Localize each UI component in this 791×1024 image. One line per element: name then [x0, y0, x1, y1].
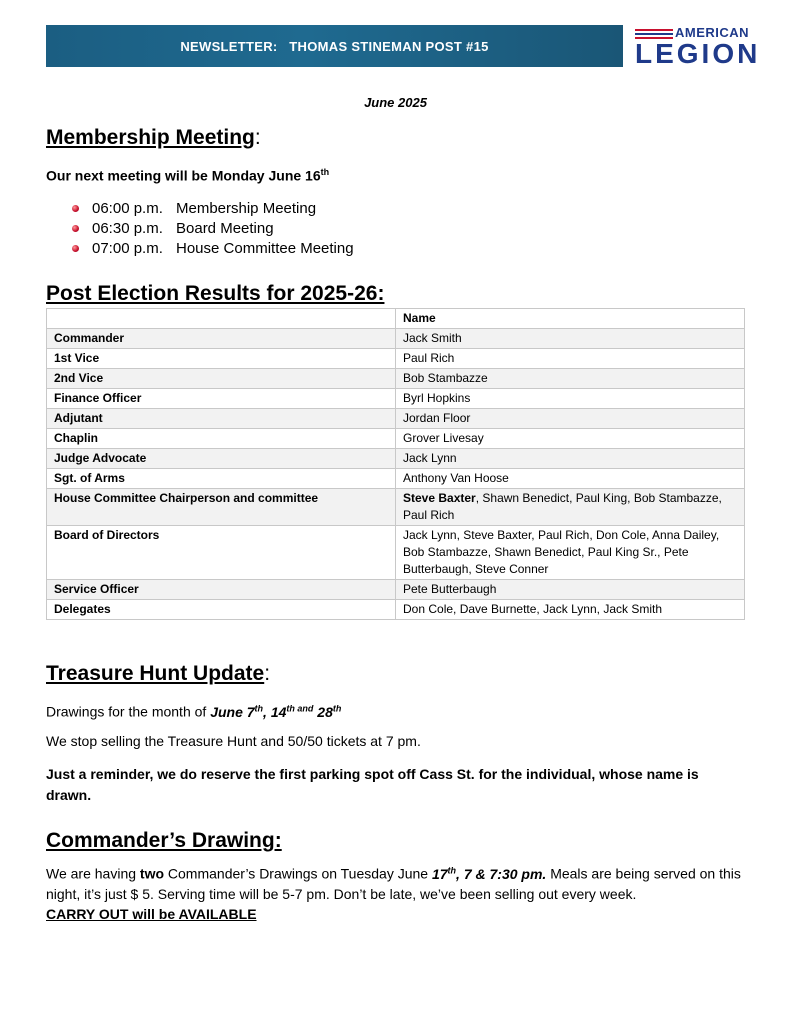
election-heading: Post Election Results for 2025-26:: [46, 282, 385, 305]
american-legion-logo: [633, 25, 771, 69]
commander-drawing-text: We are having two Commander’s Drawings on Tuesday June 17th, 7 & 7:30 pm. Meals are being served on this night, it’s just $ 5. Serving time will be 5-7 pm. Don’t be late, we’ve been selling out every week. CARRY OUT will be AVAILABLE: [46, 865, 741, 922]
table-row: Board of Directors Jack Lynn, Steve Baxter, Paul Rich, Don Cole, Anna Dailey, Bob Stambazze, Shawn Benedict, Paul King Sr., Pete Butterbaugh, Steve Conner: [47, 526, 745, 580]
logo-top-text: AMERICAN: [675, 25, 750, 40]
table-row: Sgt. of Arms Anthony Van Hoose: [47, 469, 745, 489]
table-row: Adjutant Jordan Floor: [47, 409, 745, 429]
issue-date: June 2025: [364, 95, 427, 110]
bullet-icon: [72, 205, 79, 212]
banner-post-name: THOMAS STINEMAN POST #15: [289, 38, 489, 54]
name-column-header: Name: [396, 309, 745, 329]
list-item: 06:00 p.m. Membership Meeting: [72, 198, 354, 218]
table-row: Delegates Don Cole, Dave Burnette, Jack Lynn, Jack Smith: [47, 600, 745, 620]
newsletter-banner: [46, 25, 623, 67]
membership-heading: Membership Meeting:: [46, 126, 261, 149]
table-row: 2nd Vice Bob Stambazze: [47, 369, 745, 389]
election-results-table: [46, 308, 745, 620]
table-header-row: [47, 309, 745, 329]
ticket-cutoff-text: We stop selling the Treasure Hunt and 50/50 tickets at 7 pm.: [46, 733, 421, 749]
banner-label: NEWSLETTER:: [180, 38, 278, 54]
commander-heading: Commander’s Drawing:: [46, 829, 282, 852]
carry-out-notice: CARRY OUT will be AVAILABLE: [46, 905, 257, 922]
table-row: 1st Vice Paul Rich: [47, 349, 745, 369]
table-row: Service Officer Pete Butterbaugh: [47, 580, 745, 600]
list-item: 07:00 p.m. House Committee Meeting: [72, 238, 354, 258]
table-row: Chaplin Grover Livesay: [47, 429, 745, 449]
drawing-dates: Drawings for the month of June 7th, $14^{th and}$ 28th: [46, 703, 342, 720]
list-item: 06:30 p.m. Board Meeting: [72, 218, 354, 238]
logo-bottom-text: LEGION: [635, 38, 761, 69]
bullet-icon: [72, 225, 79, 232]
table-row: Judge Advocate Jack Lynn: [47, 449, 745, 469]
bullet-icon: [72, 245, 79, 252]
table-row: Finance Officer Byrl Hopkins: [47, 389, 745, 409]
table-row: Commander Jack Smith: [47, 329, 745, 349]
table-row: House Committee Chairperson and committee Steve Baxter, Shawn Benedict, Paul King, Bob Stambazze, Paul Rich: [47, 489, 745, 526]
parking-reminder: Just a reminder, we do reserve the first parking spot off Cass St. for the individual, whose name is drawn.: [46, 766, 699, 803]
treasure-heading: Treasure Hunt Update:: [46, 662, 271, 685]
meeting-schedule: [72, 198, 354, 258]
meeting-intro: Our next meeting will be Monday June 16th: [46, 167, 330, 184]
